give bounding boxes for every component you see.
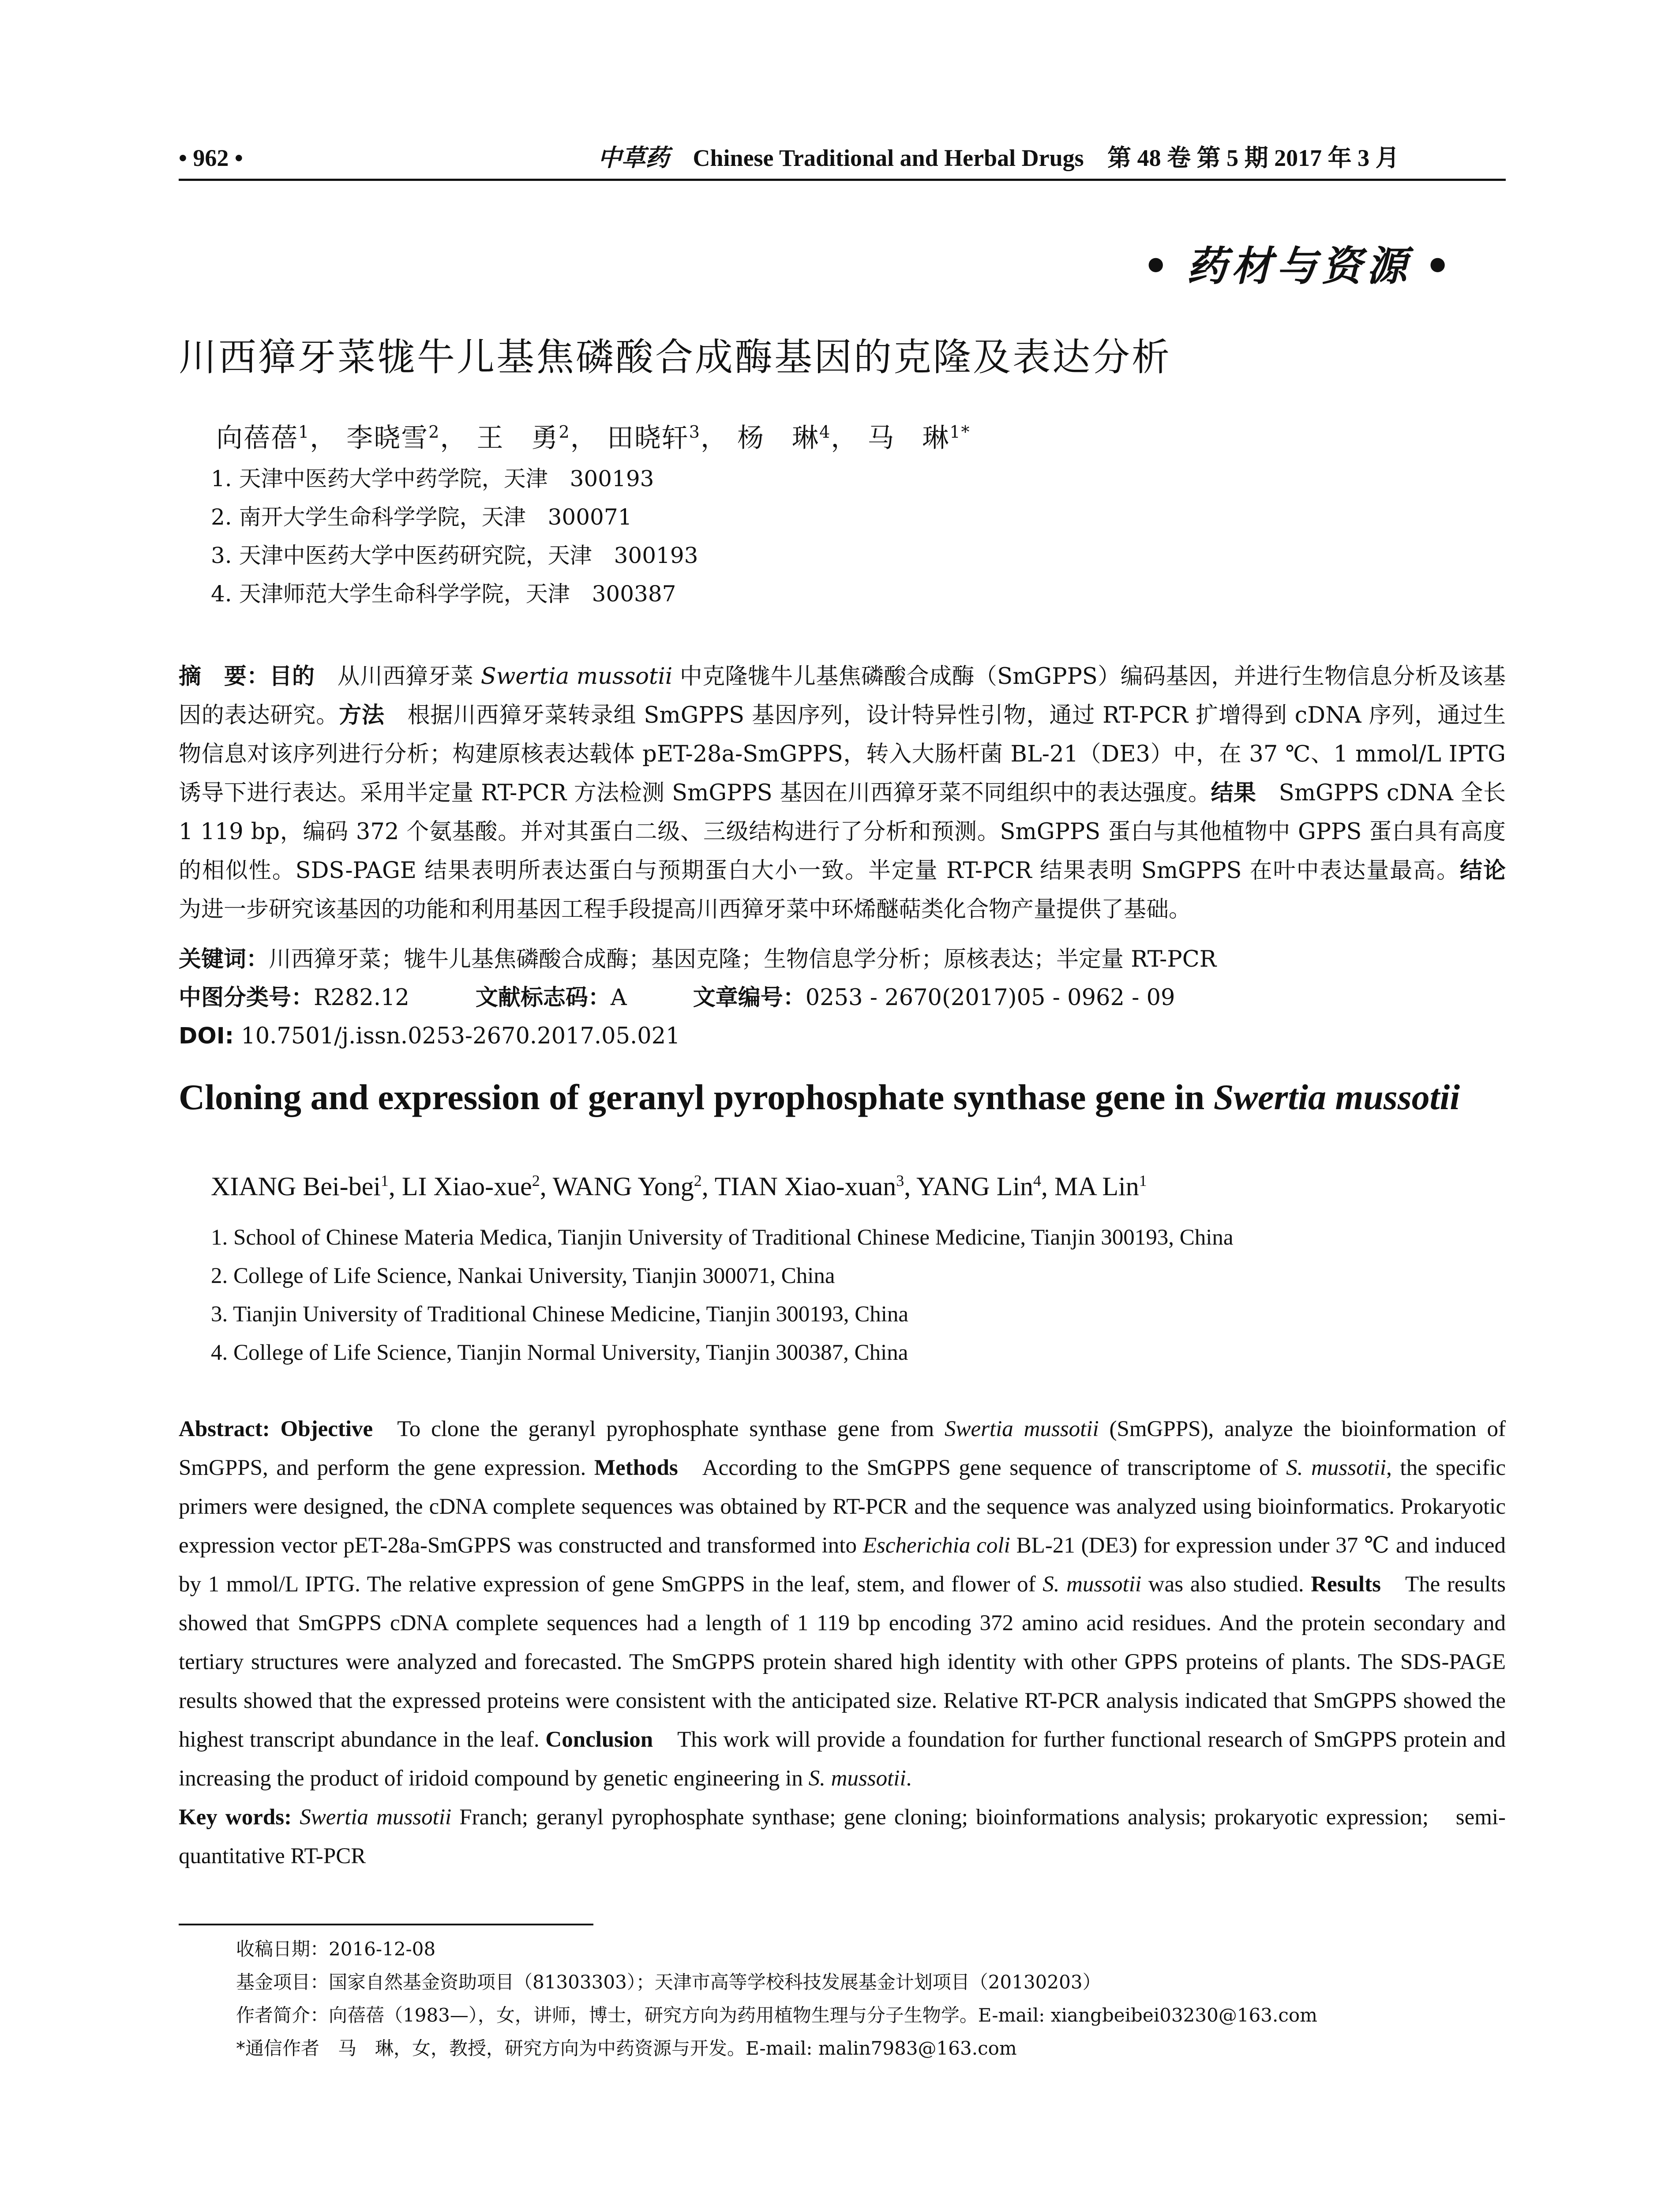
title-text: Cloning and expression of geranyl pyrophosphate synthase gene in bbox=[179, 1077, 1214, 1117]
abstract-text: 从川西獐牙菜 bbox=[337, 664, 481, 690]
journal-title-en: Chinese Traditional and Herbal Drugs bbox=[693, 145, 1084, 171]
clc-label: 中图分类号： bbox=[179, 985, 314, 1011]
chinese-title: 川西獐牙菜牻牛儿基焦磷酸合成酶基因的克隆及表达分析 bbox=[179, 335, 1171, 379]
species-name: S. mussotii bbox=[1042, 1572, 1142, 1597]
doc-code-label: 文献标志码： bbox=[475, 985, 611, 1011]
results-label: Results bbox=[1311, 1572, 1381, 1597]
header-rule bbox=[179, 179, 1506, 181]
abstract-text: 根据川西獐牙菜转录组 SmGPPS 基因序列，设计特异性引物，通过 RT-PCR 扩增得到 cDNA 序列，通过生物信息对该序列进行分析；构建原核表达载体 pET-28a-SmGPPS，转入大肠杆菌 BL-21（DE3）中，在 37 ℃、1 mmol/L IPTG 诱导下进行表达。采用半定量 RT-PCR 方法检测 SmGPPS 基因在川西獐牙菜不同组织中的表达强度。 bbox=[179, 702, 1506, 806]
footnote-text: 国家自然基金资助项目（81303303）；天津市高等学校科技发展基金计划项目（20130203） bbox=[329, 1971, 1101, 1993]
author-sup: 1 bbox=[1139, 1172, 1147, 1189]
keywords-label: 关键词： bbox=[179, 946, 269, 972]
author-sup: 1 bbox=[298, 422, 310, 442]
affiliation-en: 3. Tianjin University of Traditional Chinese Medicine, Tianjin 300193, China bbox=[211, 1302, 909, 1327]
page-number: • 962 • bbox=[179, 145, 243, 171]
chinese-abstract bbox=[179, 657, 1506, 929]
doc-code-value: A bbox=[610, 985, 627, 1011]
keywords-cn bbox=[179, 946, 1216, 973]
author-sup: 2 bbox=[428, 422, 440, 442]
article-no-value: 0253 - 2670(2017)05 - 0962 - 09 bbox=[805, 985, 1175, 1011]
species-name: Swertia mussotii bbox=[1213, 1077, 1460, 1117]
footnote-label: 收稿日期： bbox=[236, 1938, 329, 1960]
abstract-label: 摘 要： bbox=[179, 664, 270, 690]
results-label: 结果 bbox=[1211, 780, 1256, 806]
article-no-label: 文章编号： bbox=[693, 985, 806, 1011]
author-name: 王 勇 bbox=[476, 423, 559, 454]
author-sup: 3 bbox=[689, 422, 701, 442]
author-sup: 4 bbox=[1033, 1172, 1042, 1189]
species-name: Swertia mussotii bbox=[480, 664, 673, 690]
footnote-received bbox=[236, 1938, 435, 1960]
author-name: XIANG Bei-bei bbox=[211, 1172, 381, 1201]
bullet-icon: • bbox=[1425, 242, 1455, 290]
author-sup: 3 bbox=[896, 1172, 904, 1189]
abstract-text: This work will provide a foundation for further functional research of SmGPPS protein and increasing the product of iridoid compound by genetic engineering in bbox=[179, 1727, 1506, 1791]
objective-label: 目的 bbox=[269, 664, 315, 690]
author-name: LI Xiao-xue bbox=[401, 1172, 532, 1201]
author-sup: 1* bbox=[949, 422, 971, 442]
author-sup: 4 bbox=[819, 422, 831, 442]
keywords-text: Franch; geranyl pyrophosphate synthase; gene cloning; bioinformations analysis; prokaryotic expression; semi-quantitative RT-PCR bbox=[179, 1805, 1506, 1868]
english-abstract bbox=[179, 1410, 1506, 1876]
footnote-label: 作者简介： bbox=[236, 2004, 329, 2026]
doi-link[interactable]: 10.7501/j.issn.0253-2670.2017.05.021 bbox=[241, 1023, 680, 1049]
journal-title-cn: 中草药 bbox=[598, 145, 669, 171]
footnote-label: *通信作者 bbox=[236, 2037, 320, 2059]
english-authors: XIANG Bei-bei$^1$, LI Xiao-xue$^2$, WANG Yong$^2$, TIAN Xiao-xuan$^3$, YANG Lin$^4$, MA Lin$^1$ bbox=[211, 1172, 1147, 1201]
classification-line bbox=[179, 985, 1175, 1011]
species-name: S. mussotii bbox=[1286, 1456, 1387, 1480]
author-name: 向蓓蓓 bbox=[216, 423, 298, 454]
author-name: YANG Lin bbox=[916, 1172, 1034, 1201]
footnote-text: 2016-12-08 bbox=[329, 1938, 436, 1960]
author-name: 马 琳 bbox=[867, 423, 950, 454]
english-title bbox=[179, 1077, 1460, 1118]
author-sup: 2 bbox=[559, 422, 570, 442]
doi-label: DOI: bbox=[179, 1023, 234, 1049]
abstract-text: (SmGPPS), analyze the bioinformation of SmGPPS, and perform the gene expression. bbox=[179, 1417, 1506, 1480]
footnote-label: 基金项目： bbox=[236, 1971, 329, 1993]
author-sup: 2 bbox=[532, 1172, 540, 1189]
methods-label: Methods bbox=[594, 1456, 678, 1480]
abstract-text: 为进一步研究该基因的功能和利用基因工程手段提高川西獐牙菜中环烯醚萜类化合物产量提供了基础。 bbox=[179, 897, 1192, 923]
abstract-text: , the specific primers were designed, the cDNA complete sequences was obtained by RT-PCR and the sequence was analyzed using bioinformatics. Prokaryotic expression vector pET-28a-SmGPPS was constructed and transformed into bbox=[179, 1456, 1506, 1558]
author-name: TIAN Xiao-xuan bbox=[714, 1172, 896, 1201]
abstract-text: SmGPPS cDNA 全长 1 119 bp，编码 372 个氨基酸。并对其蛋白二级、三级结构进行了分析和预测。SmGPPS 蛋白与其他植物中 GPPS 蛋白具有高度的相似性。SDS-PAGE 结果表明所表达蛋白与预期蛋白大小一致。半定量 RT-PCR 结果表明 SmGPPS 在叶中表达量最高。 bbox=[179, 780, 1506, 884]
affiliation-en: 2. College of Life Science, Nankai University, Tianjin 300071, China bbox=[211, 1264, 835, 1288]
species-name: S. mussotii bbox=[808, 1766, 906, 1791]
author-name: WANG Yong bbox=[552, 1172, 694, 1201]
running-header bbox=[179, 140, 1506, 176]
species-name: Escherichia coli bbox=[862, 1533, 1010, 1558]
section-label-text: 药材与资源 bbox=[1186, 242, 1412, 290]
abstract-text: BL-21 (DE3) for expression under 37 ℃ and induced by 1 mmol/L IPTG. The relative expression of gene SmGPPS in the leaf, stem, and flower of bbox=[179, 1533, 1506, 1597]
bullet-icon: • bbox=[1143, 242, 1174, 290]
objective-label: Objective bbox=[280, 1417, 373, 1441]
affiliation-en: 4. College of Life Science, Tianjin Normal University, Tianjin 300387, China bbox=[211, 1340, 908, 1365]
conclusion-label: Conclusion bbox=[545, 1727, 653, 1752]
affiliation-cn: 1. 天津中医药大学中药学院，天津 300193 bbox=[211, 466, 654, 491]
journal-volume: 第 48 卷 第 5 期 2017 年 3 月 bbox=[1107, 145, 1399, 171]
author-name: MA Lin bbox=[1054, 1172, 1139, 1201]
methods-label: 方法 bbox=[339, 702, 385, 728]
footnote-text: 马 琳，女，教授，研究方向为中药资源与开发。E-mail: malin7983@163.com bbox=[319, 2037, 1017, 2059]
keywords-text: 川西獐牙菜；牻牛儿基焦磷酸合成酶；基因克隆；生物信息学分析；原核表达；半定量 RT-PCR bbox=[269, 946, 1217, 972]
doi-line bbox=[179, 1023, 680, 1050]
affiliation-cn: 3. 天津中医药大学中医药研究院，天津 300193 bbox=[211, 543, 698, 568]
abstract-text: To clone the geranyl pyrophosphate synthase gene from bbox=[397, 1417, 945, 1441]
affiliation-cn: 4. 天津师范大学生命科学学院，天津 300387 bbox=[211, 581, 676, 607]
journal-title bbox=[598, 140, 1399, 176]
footnote-corresponding bbox=[236, 2037, 1017, 2060]
section-label bbox=[1129, 234, 1468, 292]
chinese-authors: 向蓓蓓$^1$， 李晓雪$^2$， 王 勇$^2$， 田晓轩$^3$， 杨 琳$^4$， 马 琳$^{1*}$ bbox=[216, 422, 971, 454]
footnote-text: 向蓓蓓（1983—），女，讲师，博士，研究方向为药用植物生理与分子生物学。E-mail: xiangbeibei03230@163.com bbox=[329, 2004, 1317, 2026]
author-sup: 1 bbox=[380, 1172, 389, 1189]
conclusion-label: 结论 bbox=[1460, 858, 1506, 884]
footnote-funding bbox=[236, 1971, 1101, 1993]
footnote-author-bio bbox=[236, 2004, 1317, 2026]
abstract-text: 中克隆牻牛儿基焦磷酸合成酶（SmGPPS）编码基因，并进行生物信息分析及该基因的表达研究。 bbox=[179, 664, 1506, 728]
abstract-label: Abstract: bbox=[179, 1417, 270, 1441]
affiliation-cn: 2. 南开大学生命科学学院，天津 300071 bbox=[211, 504, 632, 530]
species-name: Swertia mussotii bbox=[944, 1417, 1099, 1441]
abstract-text: was also studied. bbox=[1141, 1572, 1304, 1597]
abstract-text: The results showed that SmGPPS cDNA complete sequences had a length of 1 119 bp encoding 372 amino acid residues. And the protein secondary and tertiary structures were analyzed and forecasted. The SmGPPS protein shared high identity with other GPPS proteins of plants. The SDS-PAGE results showed that the expressed proteins were consistent with the anticipated size. Relative RT-PCR analysis indicated that SmGPPS showed the highest transcript abundance in the leaf. bbox=[179, 1572, 1506, 1752]
abstract-text: . bbox=[906, 1766, 912, 1791]
abstract-text: According to the SmGPPS gene sequence of transcriptome of bbox=[702, 1456, 1286, 1480]
author-name: 田晓轩 bbox=[607, 423, 689, 454]
clc-value: R282.12 bbox=[314, 985, 409, 1011]
keywords-label: Key words: bbox=[179, 1805, 292, 1830]
author-sup: 2 bbox=[694, 1172, 702, 1189]
affiliation-en: 1. School of Chinese Materia Medica, Tianjin University of Traditional Chinese Medicine, Tianjin 300193, China bbox=[211, 1225, 1234, 1250]
author-name: 杨 琳 bbox=[737, 423, 820, 454]
author-name: 李晓雪 bbox=[346, 423, 429, 454]
footnote-rule bbox=[179, 1924, 593, 1925]
species-name: Swertia mussotii bbox=[300, 1805, 452, 1830]
